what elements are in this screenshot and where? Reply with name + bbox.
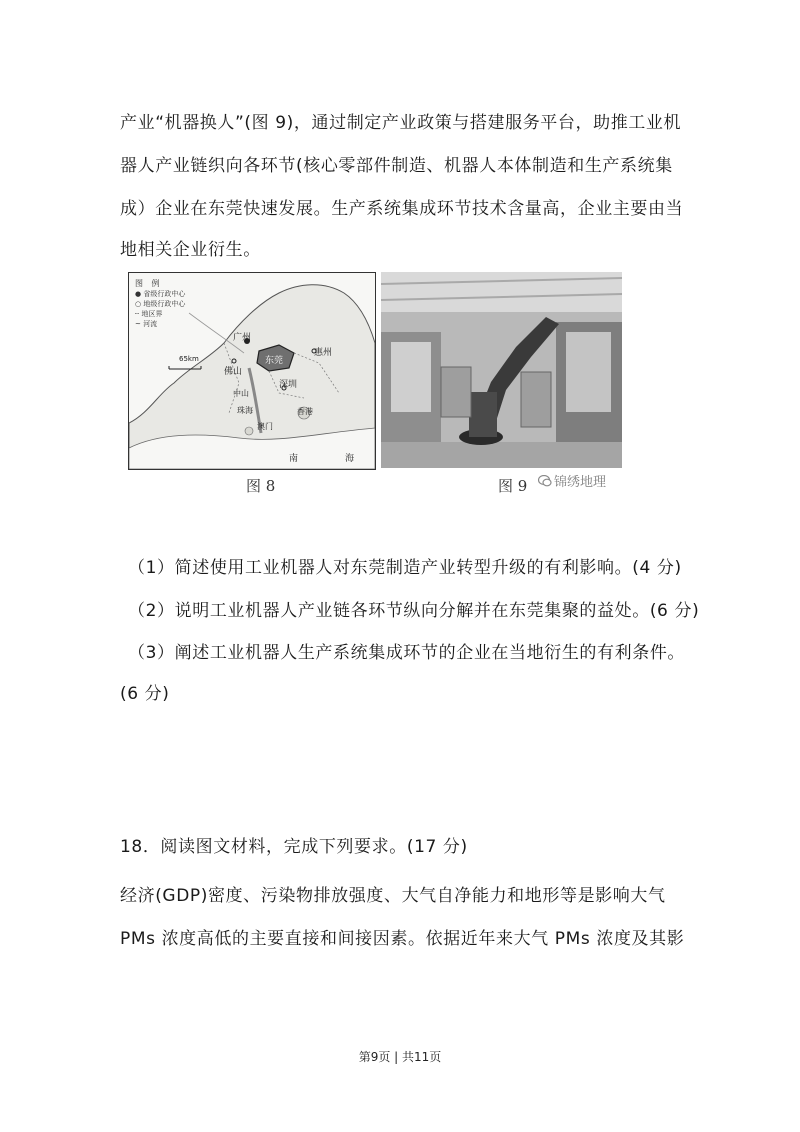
- wechat-icon: [538, 475, 552, 487]
- place-label: 广州: [233, 333, 252, 343]
- legend-item: ○ 地级行政中心: [135, 300, 186, 308]
- place-label: 南: [289, 454, 299, 464]
- place-label: 珠海: [237, 406, 253, 415]
- figure8-caption: 图 8: [246, 477, 276, 495]
- intro-line-4: 地相关企业衍生。: [120, 240, 261, 260]
- legend-title: 图 例: [135, 279, 163, 288]
- figure-area: [128, 272, 622, 502]
- question-2: （2）说明工业机器人产业链各环节纵向分解并在东莞集聚的益处。(6 分): [128, 601, 700, 621]
- place-label: 惠州: [314, 348, 333, 358]
- robot-photo-graphic: [381, 272, 622, 468]
- q18-heading: 18．阅读图文材料，完成下列要求。(17 分): [120, 837, 468, 857]
- legend-label: 河流: [143, 320, 158, 328]
- figure9-caption: 图 9: [498, 477, 528, 495]
- question-1: （1）简述使用工业机器人对东莞制造产业转型升级的有利影响。(4 分): [128, 558, 682, 578]
- q18-line-2: PMs 浓度高低的主要直接和间接因素。依据近年来大气 PMs 浓度及其影: [120, 929, 685, 949]
- legend-label: 地级行政中心: [143, 300, 186, 308]
- place-label: 海: [345, 454, 355, 464]
- watermark: [538, 471, 606, 490]
- intro-line-2: 器人产业链织向各环节(核心零部件制造、机器人本体制造和生产系统集: [120, 156, 673, 176]
- legend-label: 省级行政中心: [143, 290, 186, 298]
- place-label: 澳门: [257, 422, 273, 431]
- question-3: （3）阐述工业机器人生产系统集成环节的企业在当地衍生的有利条件。: [128, 643, 686, 663]
- place-label: 中山: [233, 389, 249, 398]
- legend-item: ● 省级行政中心: [135, 290, 186, 298]
- question-3-score: (6 分): [120, 684, 170, 704]
- place-label: 东莞: [265, 356, 284, 366]
- legend-label: 地区界: [141, 310, 163, 318]
- intro-line-1: 产业“机器换人”(图 9)，通过制定产业政策与搭建服务平台，助推工业机: [120, 113, 682, 133]
- scale-label: 65km: [179, 355, 199, 363]
- page-footer: 第9页 | 共11页: [358, 1050, 442, 1064]
- place-label: 深圳: [279, 380, 298, 390]
- robot-photo: [381, 272, 622, 468]
- intro-line-3: 成）企业在东莞快速发展。生产系统集成环节技术含量高，企业主要由当: [120, 199, 684, 219]
- place-label: 佛山: [224, 367, 243, 377]
- place-label: 香港: [297, 407, 313, 416]
- map-legend: [135, 279, 185, 329]
- watermark-text: 锦绣地理: [554, 475, 607, 490]
- map-figure: [128, 272, 376, 470]
- legend-item: ┄ 地区界: [135, 310, 163, 318]
- q18-line-1: 经济(GDP)密度、污染物排放强度、大气自净能力和地形等是影响大气: [120, 886, 666, 906]
- legend-item: ~ 河流: [135, 320, 158, 328]
